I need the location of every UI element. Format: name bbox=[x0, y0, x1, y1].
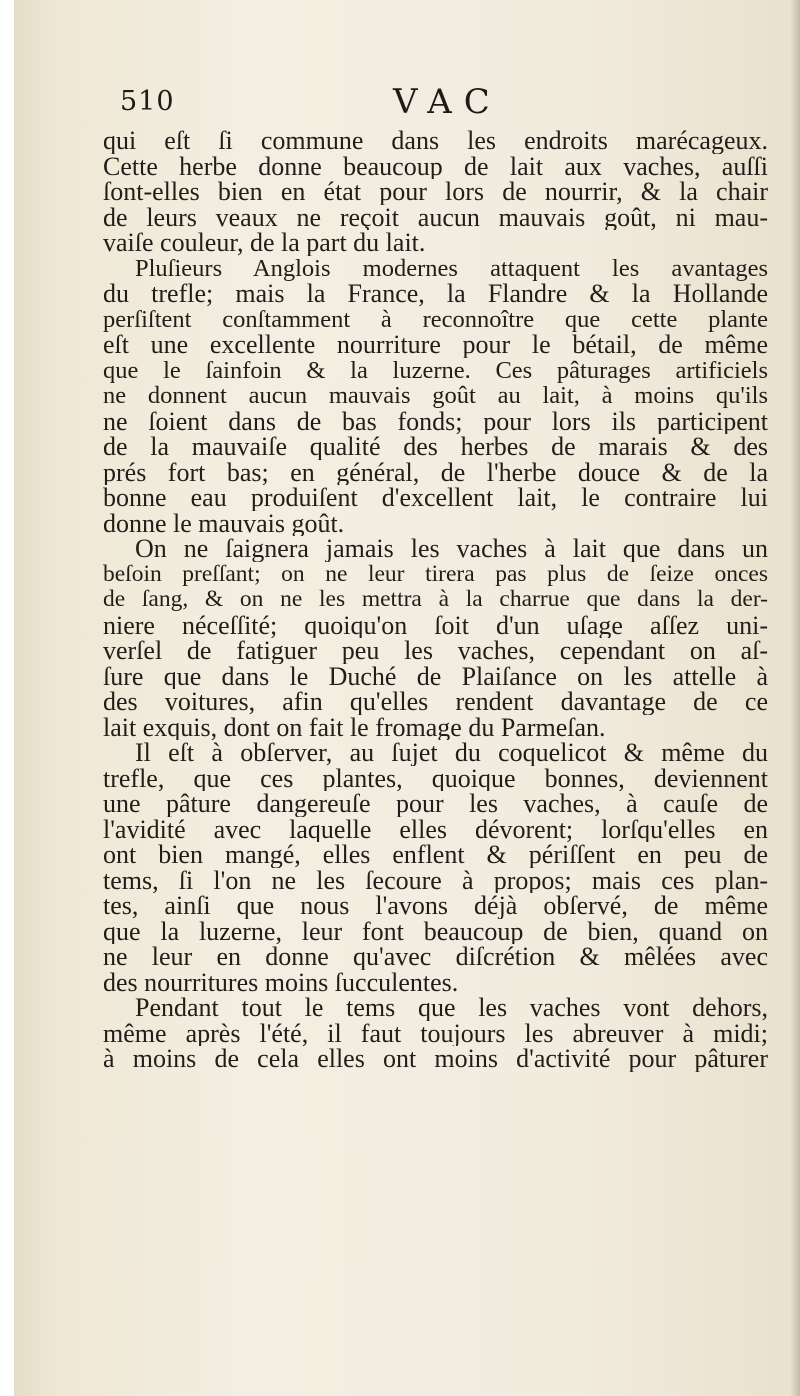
text-line: des voitures, afin qu'elles rendent davantage de ce bbox=[103, 689, 768, 715]
text-line: niere néceſſité; quoiqu'on ſoit d'un uſage aſſez uni- bbox=[103, 612, 768, 638]
text-line: que la luzerne, leur font beaucoup de bien, quand on bbox=[103, 918, 768, 944]
text-line: Il eſt à obſerver, au ſujet du coquelicot & même du bbox=[135, 740, 768, 766]
text-line: du trefle; mais la France, la Flandre & la Hollande bbox=[103, 281, 768, 307]
text-line: donne le mauvais goût. bbox=[103, 510, 345, 536]
text-line: une pâture dangereuſe pour les vaches, à cauſe de bbox=[103, 791, 768, 817]
text-line: ſure que dans le Duché de Plaiſance on les attelle à bbox=[103, 663, 768, 689]
text-line: ont bien mangé, elles enflent & périſſent en peu de bbox=[103, 842, 768, 868]
text-line: verſel de fatiguer peu les vaches, cependant on aſ- bbox=[103, 638, 768, 664]
page-edge-shadow bbox=[790, 0, 800, 1396]
text-line: de la mauvaiſe qualité des herbes de marais & des bbox=[103, 434, 768, 460]
page-number: 510 bbox=[120, 86, 175, 117]
text-line: Pluſieurs Anglois modernes attaquent les avantages bbox=[135, 255, 768, 281]
text-line: que le ſainfoin & la luzerne. Ces pâturages artificiels bbox=[103, 357, 768, 383]
text-line: trefle, que ces plantes, quoique bonnes, deviennent bbox=[103, 765, 768, 791]
text-line: ne leur en donne qu'avec diſcrétion & mêlées avec bbox=[103, 944, 768, 970]
running-head-word: VAC bbox=[393, 82, 502, 122]
text-line: ne ſoient dans de bas fonds; pour lors ils participent bbox=[103, 408, 768, 434]
body-text bbox=[103, 128, 768, 1072]
text-line: tes, ainſi que nous l'avons déjà obſervé, de même bbox=[103, 893, 768, 919]
text-line: Pendant tout le tems que les vaches vont dehors, bbox=[135, 995, 768, 1021]
text-line: Cette herbe donne beaucoup de lait aux vaches, auſſi bbox=[103, 153, 768, 179]
text-line: bonne eau produiſent d'excellent lait, le contraire lui bbox=[103, 485, 768, 511]
text-line: ſont-elles bien en état pour lors de nourrir, & la chair bbox=[103, 179, 768, 205]
text-line: ne donnent aucun mauvais goût au lait, à moins qu'ils bbox=[103, 383, 768, 409]
text-line: de leurs veaux ne reçoit aucun mauvais goût, ni mau- bbox=[103, 204, 768, 230]
text-line: beſoin preſſant; on ne leur tirera pas plus de ſeize onces bbox=[103, 561, 768, 587]
text-line: même après l'été, il faut toujours les abreuver à midi; bbox=[103, 1020, 768, 1046]
text-line: On ne ſaignera jamais les vaches à lait que dans un bbox=[135, 536, 768, 562]
text-line: qui eſt ſi commune dans les endroits marécageux. bbox=[103, 128, 768, 154]
text-line: eſt une excellente nourriture pour le bétail, de même bbox=[103, 332, 768, 358]
text-line: l'avidité avec laquelle elles dévorent; lorſqu'elles en bbox=[103, 816, 768, 842]
text-line: à moins de cela elles ont moins d'activité pour pâturer bbox=[103, 1046, 768, 1072]
text-line: prés fort bas; en général, de l'herbe douce & de la bbox=[103, 459, 768, 485]
text-line: perſiſtent conſtamment à reconnoître que cette plante bbox=[103, 306, 768, 332]
text-line: lait exquis, dont on fait le fromage du Parmeſan. bbox=[103, 714, 606, 740]
text-line: des nourritures moins ſucculentes. bbox=[103, 969, 459, 995]
text-line: de ſang, & on ne les mettra à la charrue que dans la der- bbox=[103, 587, 768, 612]
text-line: vaiſe couleur, de la part du lait. bbox=[103, 230, 426, 256]
running-header bbox=[110, 82, 750, 126]
text-line: tems, ſi l'on ne les ſecoure à propos; mais ces plan- bbox=[103, 867, 768, 893]
